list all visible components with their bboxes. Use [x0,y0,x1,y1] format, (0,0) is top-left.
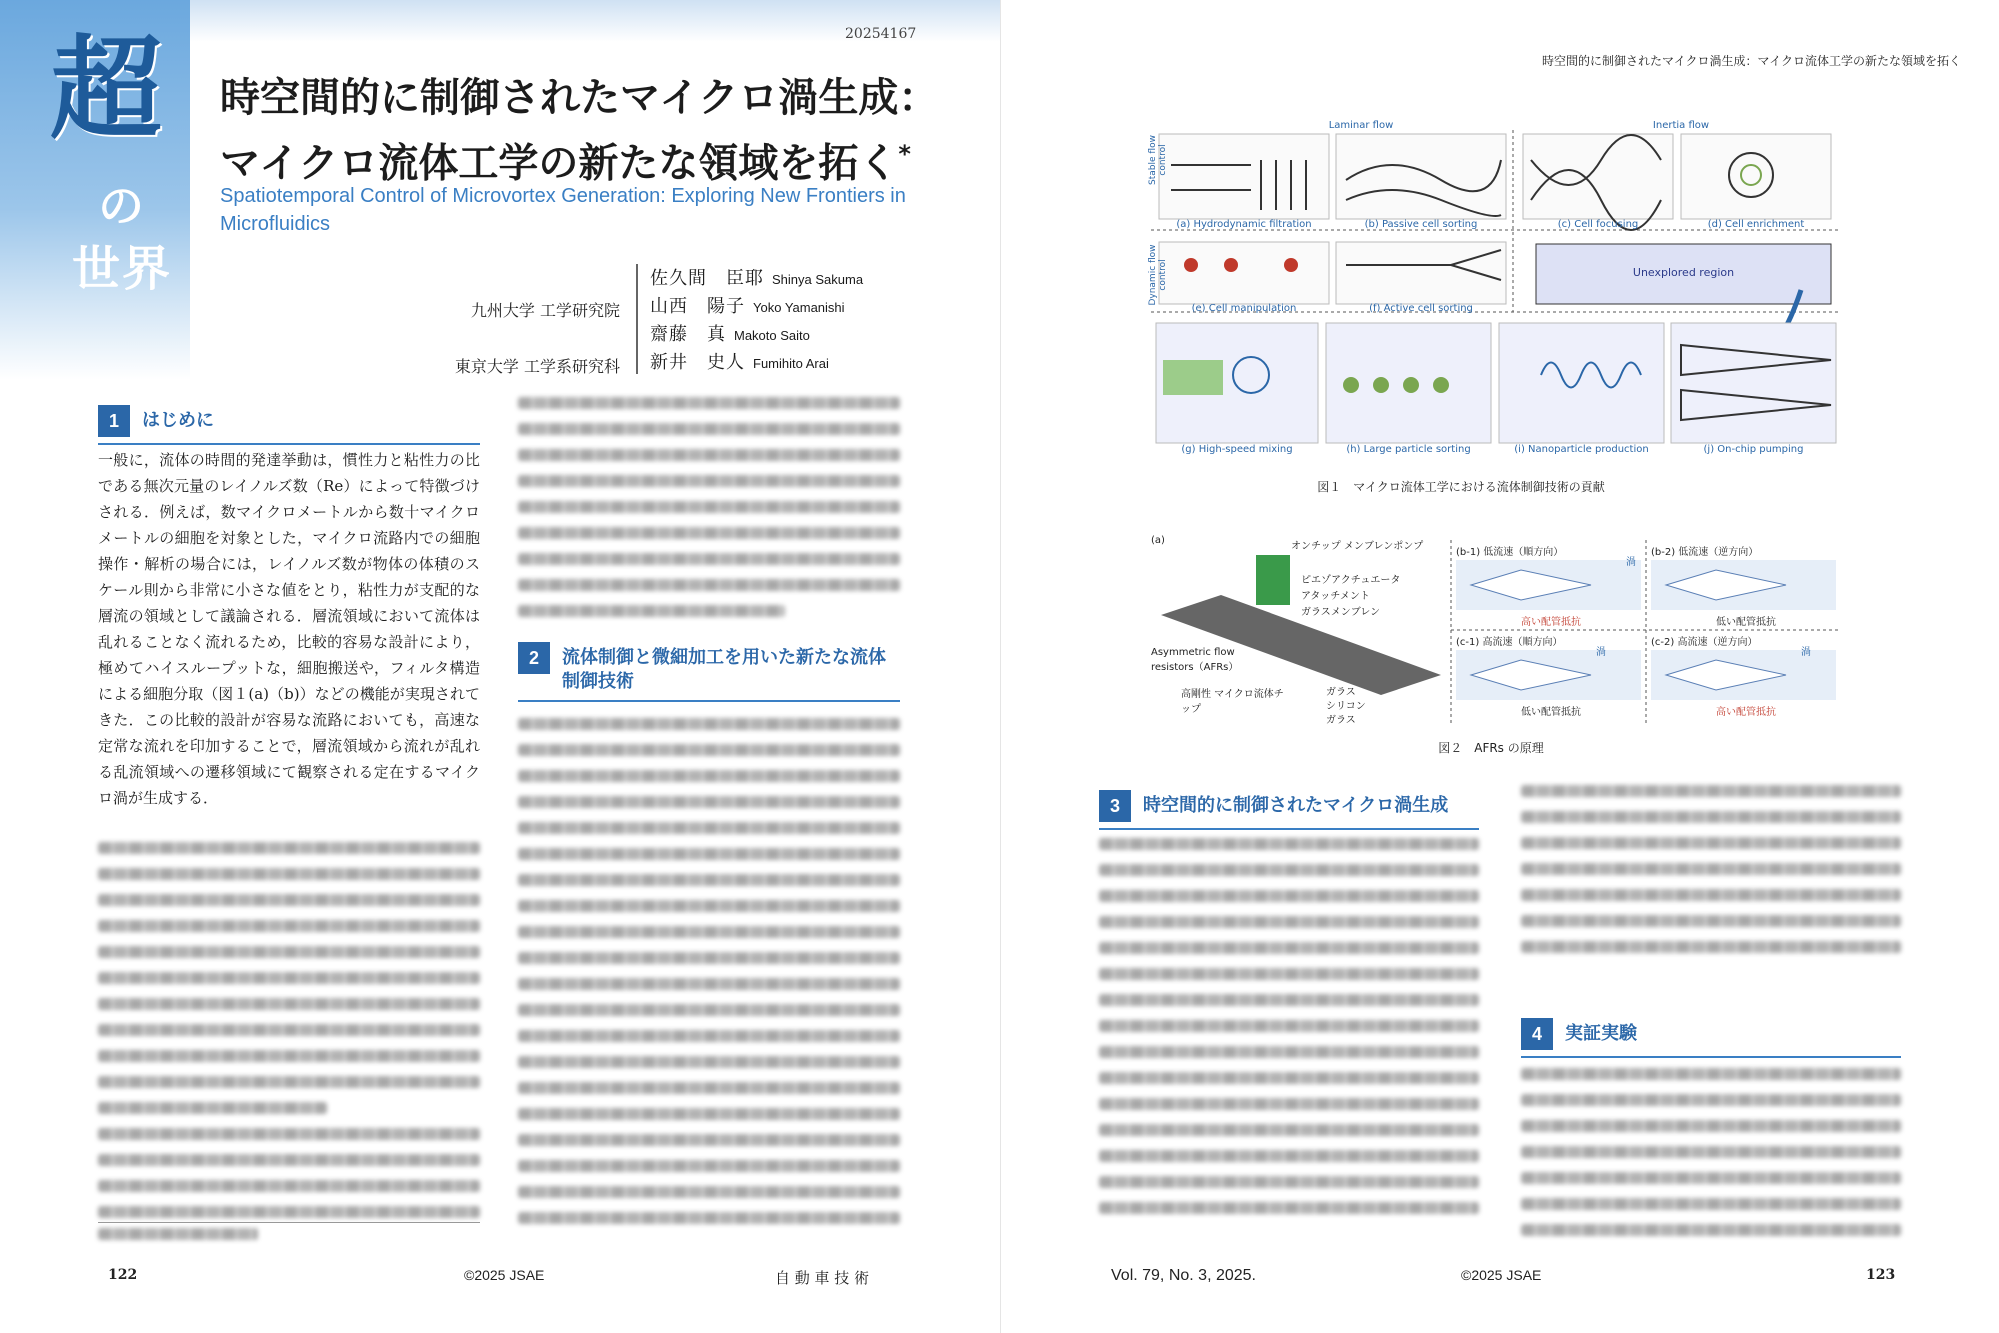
section-3-title: 時空間的に制御されたマイクロ渦生成 [1143,795,1449,816]
title-line-2-text: マイクロ流体工学の新たな領域を拓く [220,140,899,187]
section-1-heading [98,405,480,445]
fig2-c2-label: (c-2) 高流速（逆方向） [1651,637,1758,648]
page-number-left: 122 [108,1267,138,1283]
series-corner-badge [0,0,190,380]
section-4-title: 実証実験 [1565,1023,1637,1044]
author-2-en: Yoko Yamanishi [753,300,845,315]
author-4-en: Fumihito Arai [753,356,829,371]
author-1-en: Shinya Sakuma [772,272,864,287]
blurred-body-right-col-top [518,397,900,631]
fig1-panel-c: (c) Cell focusing [1557,219,1639,230]
corner-chou: 超 [50,25,162,155]
footnote-rule [98,1222,480,1223]
fig2-port-label: ポート [1171,589,1201,600]
intro-paragraph: 一般に，流体の時間的発達挙動は，慣性力と粘性力の比である無次元量のレイノルズ数（Re）によって特徴づけされる．例えば，数マイクロメートルから数十マイクロメートルの細胞を対象とした，マイクロ流路内での細胞操作・解析の場合には，レイノルズ数が物体の体積のスケール則から非常に小さな値をとり，粘性力が支配的な層流の領域として議論される．層流領域において流体は乱れることなく流れるため，比較的容易な設計により，極めてハイスループットな，細胞搬送や，フィルタ構造による細胞分取（図１(a)（b)）などの機能が実現されてきた．この比較的設計が容易な流路においても，高速な定常な流れを印加することで，層流領域から流れが乱れる乱流領域への遷移領域にて観察される定在するマイクロ渦が生成する． [98,451,480,807]
figure-2 [1151,535,1841,735]
fig1-panel-d: (d) Cell enrichment [1707,219,1805,230]
section-2-title: 流体制御と微細加工を用いた新たな流体制御技術 [562,647,886,692]
fig2-b1-resistance: 高い配管抵抗 [1521,617,1581,628]
fig2-b2-label: (b-2) 低流速（逆方向） [1651,547,1759,558]
section-4-heading [1521,1018,1901,1058]
blurred-footnote [98,1228,258,1254]
fig2-b1-vortex: 渦 [1626,557,1636,568]
fig2-layer-1: ガラス [1326,687,1356,698]
fig2-afr-label: Asymmetric flow resistors（AFRs） [1151,647,1239,673]
blurred-body-col-3 [1099,838,1479,1228]
affiliation-tokyo: 東京大学 工学系研究科 [454,357,620,376]
fig2-pump-label: オンチップ メンブレンポンプ [1291,541,1424,552]
fig1-inertia-label: Inertia flow [1652,120,1710,131]
author-divider [636,264,638,374]
section-3-heading [1099,790,1479,830]
author-4 [650,348,829,374]
article-title-en: Spatiotemporal Control of Microvortex Generation: Exploring New Frontiers in Microfluidics [220,185,906,235]
author-2-jp: 山西 陽子 [650,296,745,317]
figure-1-graphic [1151,120,1841,460]
fig1-unexplored-region: Unexplored region [1632,266,1735,279]
fig2-c1-resistance: 低い配管抵抗 [1521,707,1581,718]
copyright-right: ©2025 JSAE [1461,1267,1542,1283]
author-3-jp: 齋藤 真 [650,324,726,345]
fig2-c2-resistance: 高い配管抵抗 [1716,707,1776,718]
title-footnote-mark: * [898,140,911,168]
section-1-number: 1 [98,405,130,437]
fig1-row-dynamic: Dynamic flow control [1148,244,1168,306]
author-3-en: Makoto Saito [734,328,810,343]
fig2-b2-resistance: 低い配管抵抗 [1716,617,1776,628]
section-4-number: 4 [1521,1018,1553,1050]
doc-id: 20254167 [845,26,917,42]
section-2-heading [518,642,900,702]
copyright-left: ©2025 JSAE [464,1267,545,1283]
fig1-panel-h: (h) Large particle sorting [1346,444,1471,455]
fig2-b1-label: (b-1) 低流速（順方向） [1456,547,1564,558]
author-2 [650,292,845,318]
fig1-panel-a: (a) Hydrodynamic filtration [1176,219,1312,230]
author-4-jp: 新井 史人 [650,352,745,373]
fig1-row-stable: Stable flow control [1148,135,1168,185]
title-line-1: 時空間的に制御されたマイクロ渦生成： [220,75,939,121]
right-page [1000,0,1999,1333]
volume-info: Vol. 79, No. 3, 2025. [1111,1267,1256,1284]
blurred-body-right-col [518,718,900,1238]
fig2-layer-3: ガラス [1326,715,1356,726]
fig2-layer-2: シリコン [1326,701,1366,712]
author-3 [650,320,810,346]
section-1-title: はじめに [142,410,214,431]
fig1-panel-i: (i) Nanoparticle production [1514,444,1649,455]
article-title-jp [220,70,980,191]
fig2-glass-membrane-label: ガラスメンブレン [1301,607,1381,618]
fig2-label-a: (a) [1151,535,1165,546]
figure-1 [1148,120,1841,460]
corner-sekai: 世界 [72,241,173,297]
running-head: 時空間的に制御されたマイクロ渦生成：マイクロ流体工学の新たな領域を拓く [1541,54,1961,68]
fig2-c2-vortex: 渦 [1801,647,1811,658]
fig1-panel-f: (f) Active cell sorting [1369,303,1473,314]
blurred-body-col-4-top [1521,785,1901,967]
author-1-jp: 佐久間 臣耶 [650,268,764,289]
fig1-panel-e: (e) Cell manipulation [1191,303,1297,314]
fig1-panel-b: (b) Passive cell sorting [1364,219,1478,230]
fig2-chip-label: 高剛性 マイクロ流体チップ [1181,689,1284,715]
page-number-right: 123 [1866,1267,1896,1283]
journal-name: 自 動 車 技 術 [775,1269,870,1287]
fig2-attach-label: アタッチメント [1301,591,1370,602]
fig1-laminar-label: Laminar flow [1328,120,1394,131]
section-3-number: 3 [1099,790,1131,822]
fig1-panel-g: (g) High-speed mixing [1181,444,1293,455]
fig1-panel-j: (j) On-chip pumping [1703,444,1804,455]
author-1 [650,264,863,290]
figure-2-caption: 図２ AFRs の原理 [1438,741,1544,755]
affiliation-kyushu: 九州大学 工学研究院 [470,301,620,320]
section-2-number: 2 [518,642,550,674]
fig2-c1-vortex: 渦 [1596,647,1606,658]
corner-no: の [98,179,144,233]
fig2-piezo-label: ピエゾアクチュエータ [1301,575,1401,586]
blurred-body-col-4 [1521,1068,1901,1250]
figure-1-caption: 図１ マイクロ流体工学における流体制御技術の貢献 [1317,480,1605,494]
blurred-body-left-col [98,842,480,1232]
fig2-c1-label: (c-1) 高流速（順方向） [1456,637,1563,648]
